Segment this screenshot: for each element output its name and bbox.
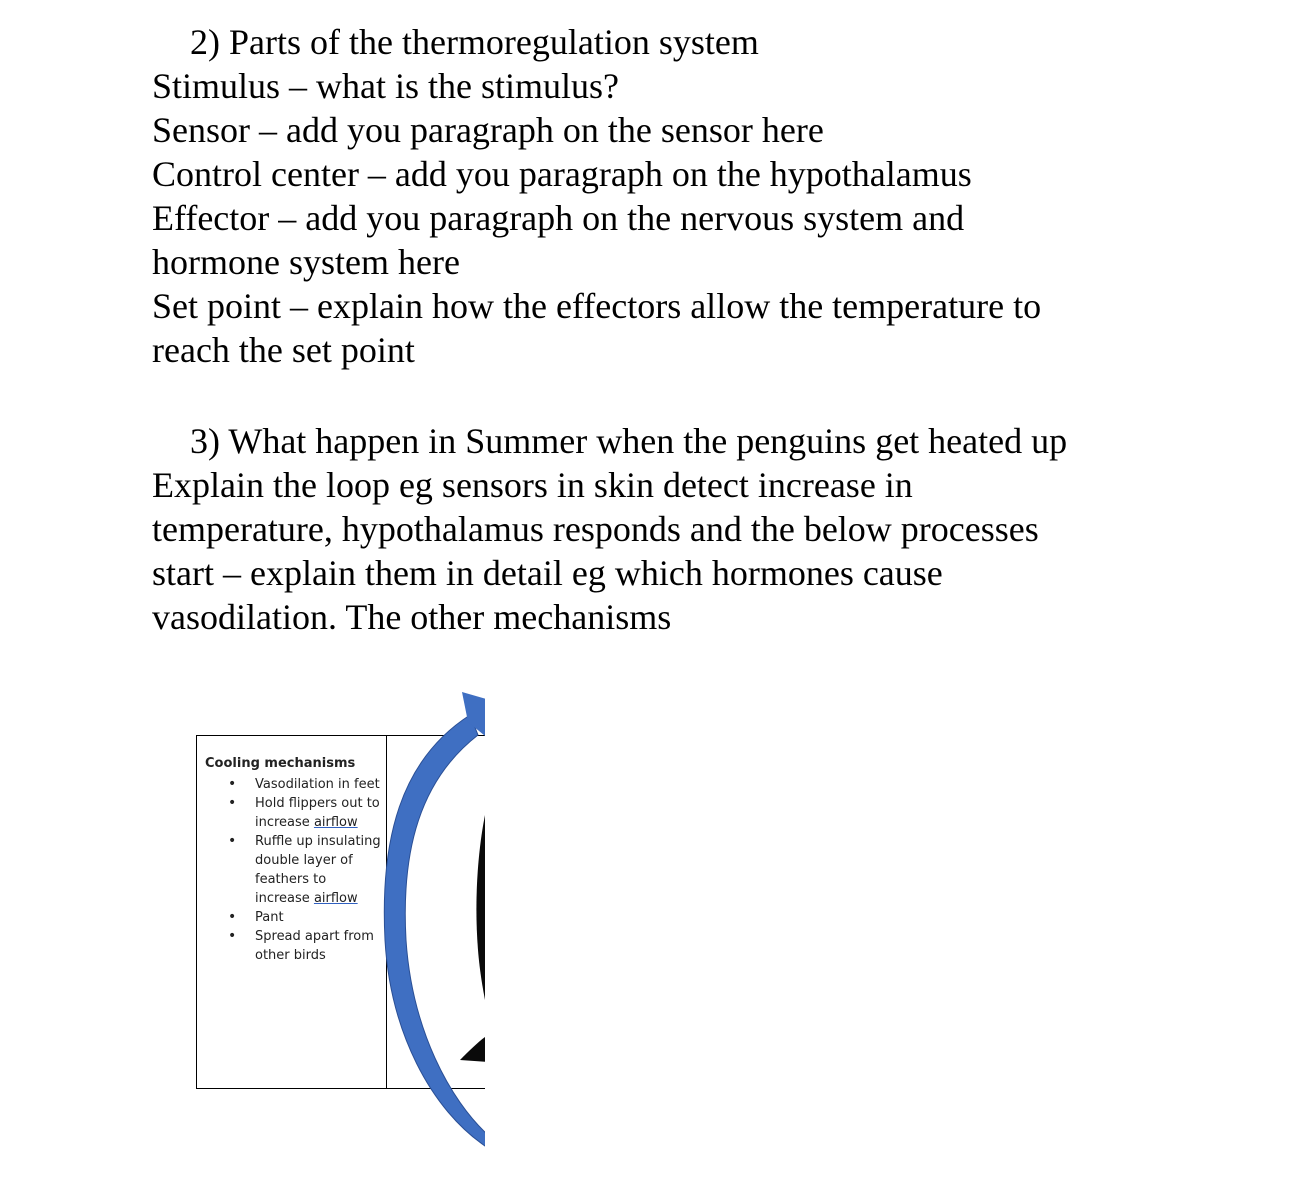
list-item: • Pant: [205, 908, 385, 927]
stimulus-line: Stimulus – what is the stimulus?: [152, 66, 620, 106]
loop-arrow-head: [462, 692, 490, 740]
loop-line-1: Explain the loop eg sensors in skin detect increase in: [152, 465, 913, 505]
effector-line-cont: hormone system here: [152, 242, 460, 282]
set-point-line: Set point – explain how the effectors allow the temperature to: [152, 286, 1042, 326]
control-center-line: Control center – add you paragraph on the hypothalamus: [152, 154, 972, 194]
section-3-body: [152, 463, 1039, 639]
loop-line-2: temperature, hypothalamus responds and the below processes: [152, 509, 1039, 549]
loop-line-4: vasodilation. The other mechanisms: [152, 597, 672, 637]
section-3-heading: 3) What happen in Summer when the penguins get heated up: [190, 421, 1068, 461]
set-point-line-cont: reach the set point: [152, 330, 415, 370]
section-2-body: [152, 64, 1041, 372]
section-2-heading: 2) Parts of the thermoregulation system: [190, 22, 759, 62]
list-item: • Hold flippers out to increase airflow: [205, 794, 385, 832]
cooling-mechanisms-title: Cooling mechanisms: [205, 756, 356, 771]
list-item: • Vasodilation in feet: [205, 775, 385, 794]
cooling-mechanisms-list: [205, 775, 385, 965]
list-item: • Spread apart from other birds: [205, 927, 385, 965]
list-item: • Ruffle up insulating double layer of feathers to increase airflow: [205, 832, 385, 908]
sensor-line: Sensor – add you paragraph on the sensor here: [152, 110, 824, 150]
effector-line: Effector – add you paragraph on the nervous system and: [152, 198, 965, 238]
loop-line-3: start – explain them in detail eg which hormones cause: [152, 553, 943, 593]
penguin-table-cell: [386, 735, 485, 1089]
